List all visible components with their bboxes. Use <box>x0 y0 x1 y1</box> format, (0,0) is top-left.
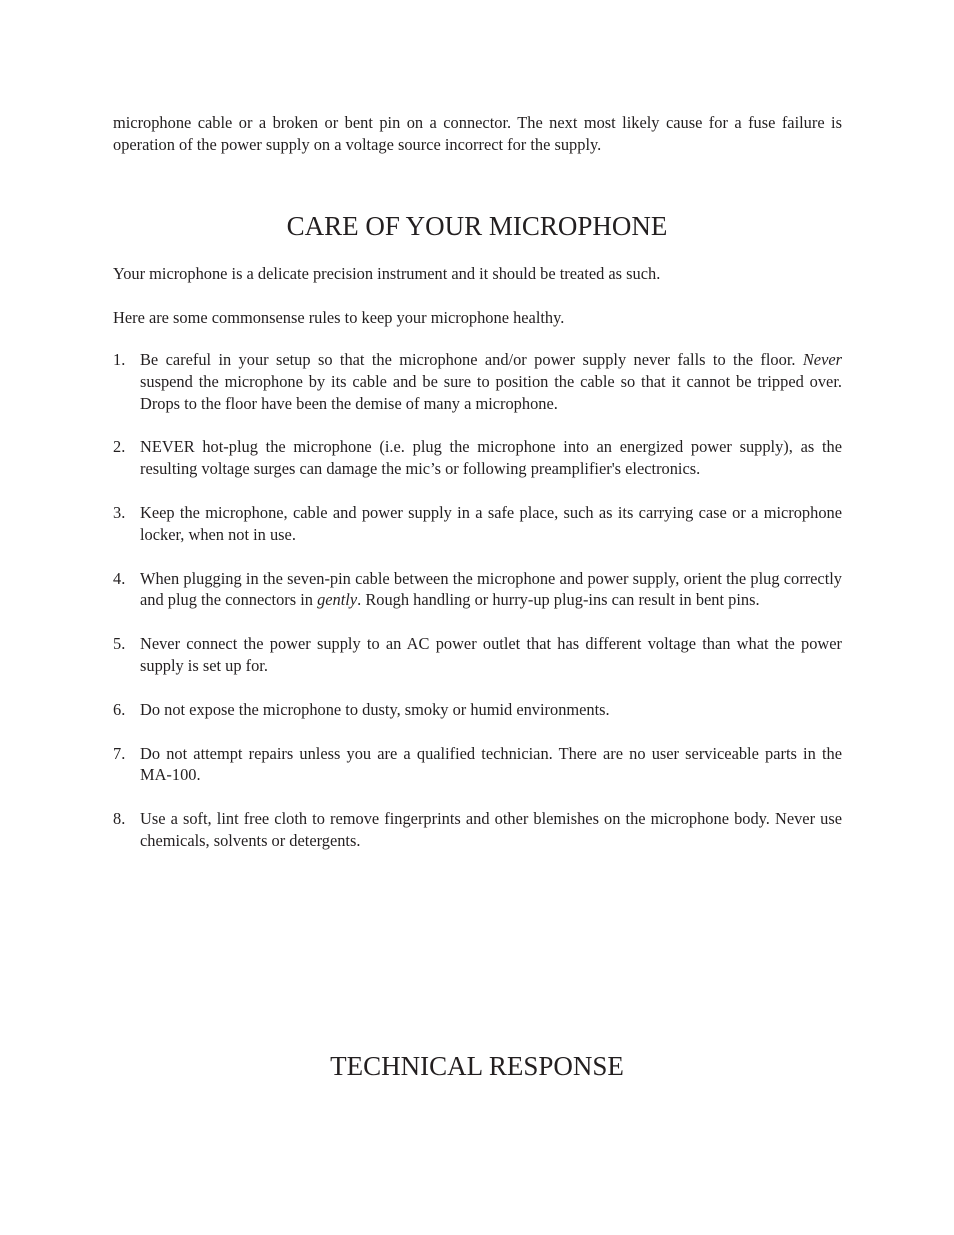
rule-number: 2. <box>113 437 126 457</box>
rule-item-8 <box>113 808 842 852</box>
rule-text: Do not attempt repairs unless you are a qualified technician. There are no user serviceable parts in the MA-100. <box>140 743 842 785</box>
technical-response-heading: TECHNICAL RESPONSE <box>330 1051 624 1081</box>
rule-text: Keep the microphone, cable and power supply in a safe place, such as its carrying case or a microphone locker, when not in use. <box>140 502 842 544</box>
rule-number: 7. <box>113 743 126 763</box>
care-heading: CARE OF YOUR MICROPHONE <box>286 211 668 241</box>
rule-item-4 <box>113 568 842 612</box>
rule-text: Never connect the power supply to an AC power outlet that has different voltage than what the power supply is set up for. <box>140 634 842 675</box>
rule-text: When plugging in the seven-pin cable between the microphone and power supply, orient the plug correctly and plug the connectors in gently. Rough handling or hurry-up plug-ins can result in bent pins. <box>140 568 842 610</box>
rule-text: Use a soft, lint free cloth to remove fingerprints and other blemishes on the microphone body. Never use chemicals, solvents or detergents. <box>140 809 842 850</box>
rule-number: 5. <box>113 634 126 654</box>
rule-emphasis: gently <box>317 590 358 610</box>
care-rules-list <box>113 349 842 874</box>
rule-item-1 <box>113 349 842 414</box>
rule-number: 6. <box>113 699 126 719</box>
rule-item-2 <box>113 436 842 480</box>
rule-text: Be careful in your setup so that the microphone and/or power supply never falls to the floor. Never suspend the microphone by its cable and be sure to position the cable so that it cannot be tripped over. Drops to the floor have been the demise of many a microphone. <box>140 350 842 413</box>
rule-emphasis: Never <box>802 350 842 369</box>
rule-item-6 <box>113 699 842 721</box>
intro-paragraph: microphone cable or a broken or bent pin on a connector. The next most likely cause for a fuse failure is operation of the power supply on a voltage source incorrect for the supply. <box>113 113 842 154</box>
rule-number: 3. <box>113 502 126 522</box>
rule-number: 4. <box>113 568 126 588</box>
rule-item-3 <box>113 502 842 546</box>
care-paragraph-1: Your microphone is a delicate precision instrument and it should be treated as such. <box>113 264 661 283</box>
rule-number: 1. <box>113 350 126 369</box>
rule-text: NEVER hot-plug the microphone (i.e. plug the microphone into an energized power supply), as the resulting voltage surges can damage the mic’s or following preamplifier's electronics. <box>140 437 842 479</box>
rule-number: 8. <box>113 809 126 829</box>
rule-text: Do not expose the microphone to dusty, smoky or humid environments. <box>140 699 610 719</box>
rule-item-5 <box>113 633 842 677</box>
care-paragraph-2: Here are some commonsense rules to keep your microphone healthy. <box>113 308 565 327</box>
rule-item-7 <box>113 743 842 787</box>
